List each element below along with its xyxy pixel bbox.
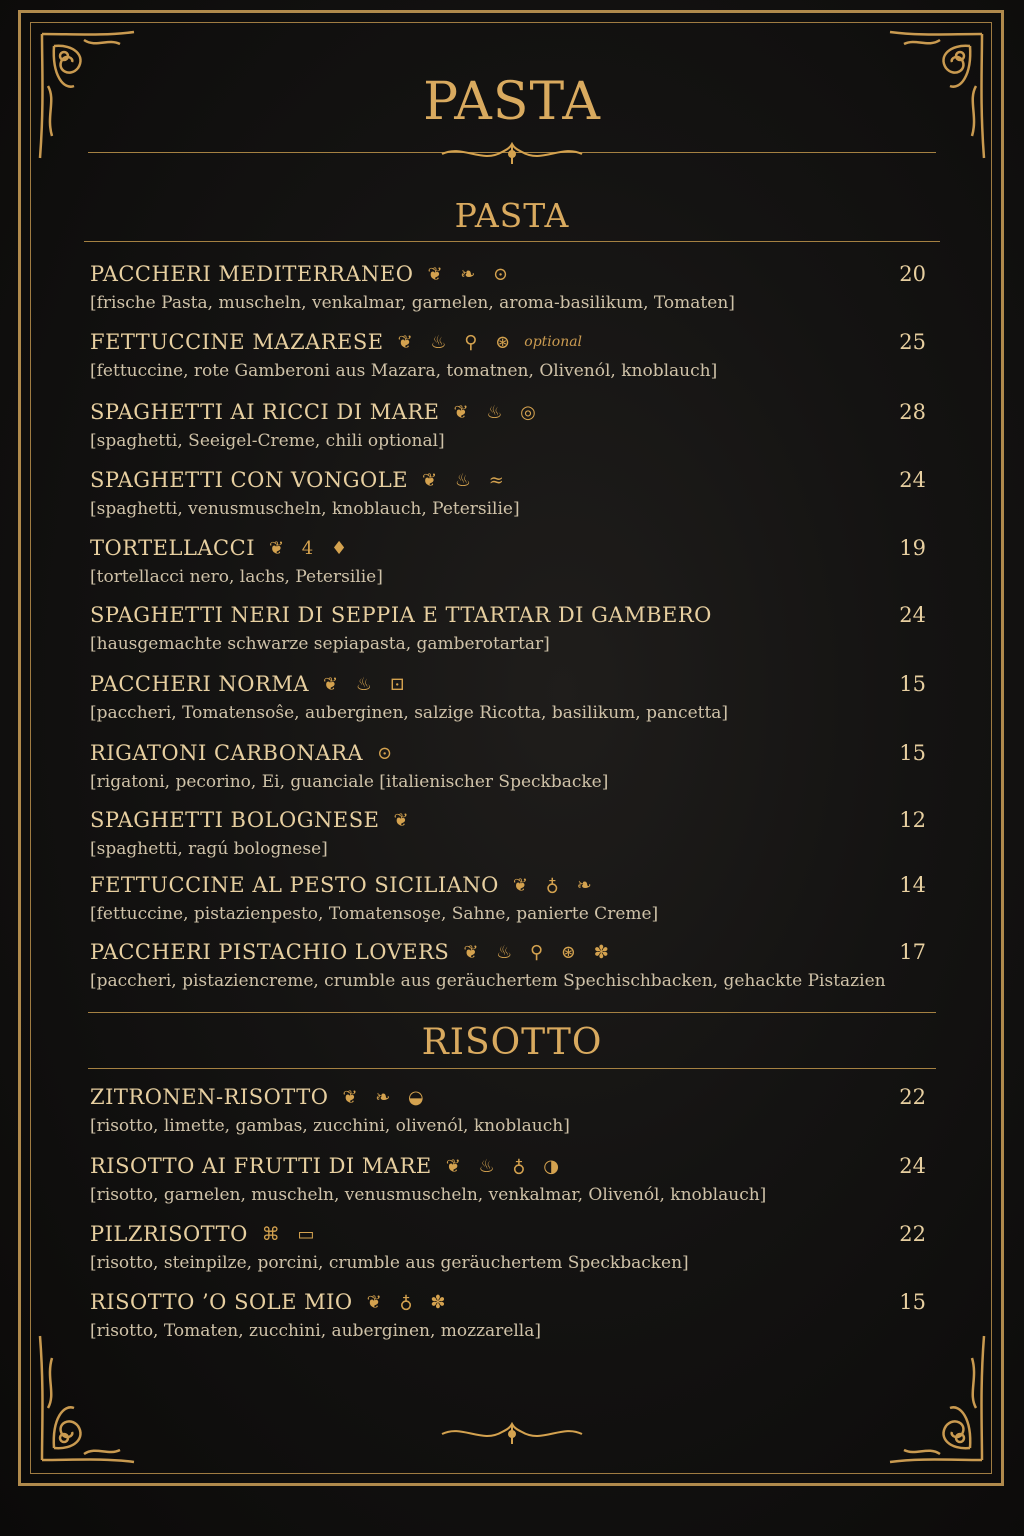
menu-item-price: 24 bbox=[899, 468, 926, 492]
menu-item-header bbox=[90, 262, 926, 286]
dietary-icons: ❦ ♨ ◎ bbox=[453, 401, 542, 423]
dietary-icons: ❦ ❧ ◒ bbox=[342, 1086, 430, 1108]
menu-item-name: SPAGHETTI AI RICCI DI MARE bbox=[90, 400, 440, 424]
menu-item-price: 15 bbox=[899, 672, 926, 696]
menu-item-header bbox=[90, 400, 926, 424]
menu-item-header bbox=[90, 672, 926, 696]
menu-item-description: [tortellacci nero, lachs, Petersilie] bbox=[90, 567, 383, 587]
menu-item-description: [risotto, limette, gambas, zucchini, olivenól, knoblauch] bbox=[90, 1116, 570, 1136]
menu-item bbox=[90, 1085, 926, 1136]
divider bbox=[88, 1068, 936, 1069]
menu-item-name: TORTELLACCI bbox=[90, 536, 255, 560]
menu-item-name: PACCHERI MEDITERRANEO bbox=[90, 262, 414, 286]
menu-item-description: [hausgemachte schwarze sepiapasta, gamberotartar] bbox=[90, 634, 550, 654]
menu-item-name: SPAGHETTI BOLOGNESE bbox=[90, 808, 380, 832]
dietary-icons: ❦ 4 ♦ bbox=[269, 537, 354, 559]
menu-item-name: PACCHERI PISTACHIO LOVERS bbox=[90, 940, 450, 964]
menu-item-header bbox=[90, 603, 926, 627]
menu-item-price: 28 bbox=[899, 400, 926, 424]
menu-item bbox=[90, 808, 926, 859]
menu-item bbox=[90, 1154, 926, 1205]
menu-item-name: SPAGHETTI NERI DI SEPPIA E TTARTAR DI GAMBERO bbox=[90, 603, 712, 627]
menu-item-price: 19 bbox=[899, 536, 926, 560]
menu-item-name: RIGATONI CARBONARA bbox=[90, 741, 364, 765]
section-title-risotto: RISOTTO bbox=[421, 1022, 603, 1063]
menu-item-price: 17 bbox=[899, 940, 926, 964]
menu-item-description: [risotto, steinpilze, porcini, crumble aus geräuchertem Speckbacken] bbox=[90, 1253, 689, 1273]
menu-item-description: [risotto, Tomaten, zucchini, auberginen, mozzarella] bbox=[90, 1321, 542, 1341]
menu-item-price: 15 bbox=[899, 1290, 926, 1314]
dietary-icons: ⊙ bbox=[377, 742, 399, 764]
menu-item-name: RISOTTO AI FRUTTI DI MARE bbox=[90, 1154, 432, 1178]
section-title-pasta: PASTA bbox=[454, 196, 570, 235]
dietary-icons: ❦ ❧ ⊙ bbox=[427, 263, 515, 285]
menu-item bbox=[90, 400, 926, 451]
menu-item-header bbox=[90, 1222, 926, 1246]
page-title: PASTA bbox=[423, 72, 601, 132]
menu-item-name: RISOTTO ’O SOLE MIO bbox=[90, 1290, 353, 1314]
dietary-icons: ❦ ♨ ⚲ ⊛ ✽ bbox=[463, 941, 615, 963]
menu-item-price: 20 bbox=[899, 262, 926, 286]
menu-item-price: 22 bbox=[899, 1222, 926, 1246]
menu-item-description: [fettuccine, rote Gamberoni aus Mazara, tomatnen, Olivenól, knoblauch] bbox=[90, 361, 718, 381]
dietary-icons: ❦ ♁ ✽ bbox=[366, 1291, 452, 1313]
flourish-divider-icon bbox=[432, 142, 592, 166]
menu-item-name: FETTUCCINE AL PESTO SICILIANO bbox=[90, 873, 499, 897]
menu-item-name: SPAGHETTI CON VONGOLE bbox=[90, 468, 409, 492]
menu-item-description: [rigatoni, pecorino, Ei, guanciale [italienischer Speckbacke] bbox=[90, 772, 609, 792]
menu-item-price: 22 bbox=[899, 1085, 926, 1109]
dietary-icons: ❦ ♨ ⚲ ⊛ bbox=[397, 331, 517, 353]
menu-item-description: [paccheri, pistaziencreme, crumble aus geräuchertem Spechischbacken, gehackte Pistazien bbox=[90, 971, 886, 991]
menu-item-header bbox=[90, 808, 926, 832]
menu-item-header bbox=[90, 1085, 926, 1109]
menu-item bbox=[90, 873, 926, 924]
menu-item-description: [spaghetti, ragú bolognese] bbox=[90, 839, 328, 859]
menu-item-price: 24 bbox=[899, 603, 926, 627]
divider bbox=[88, 1012, 936, 1013]
menu-item-name: PILZRISOTTO bbox=[90, 1222, 248, 1246]
menu-item-description: [fettuccine, pistazienpesto, Tomatensoşe, Sahne, panierte Creme] bbox=[90, 904, 659, 924]
menu-item-description: [risotto, garnelen, muscheln, venusmuscheln, venkalmar, Olivenól, knoblauch] bbox=[90, 1185, 767, 1205]
menu-item-name: FETTUCCINE MAZARESE bbox=[90, 330, 384, 354]
dietary-icons: ❦ bbox=[393, 809, 415, 831]
menu-item-price: 15 bbox=[899, 741, 926, 765]
flourish-bottom-icon bbox=[432, 1422, 592, 1446]
menu-item-price: 14 bbox=[899, 873, 926, 897]
menu-item-price: 12 bbox=[899, 808, 926, 832]
menu-item-header bbox=[90, 741, 926, 765]
menu-item-header bbox=[90, 468, 926, 492]
menu-item-header bbox=[90, 940, 926, 964]
dietary-icons: ⌘ ▭ bbox=[261, 1223, 321, 1245]
menu-item bbox=[90, 672, 926, 723]
menu-item bbox=[90, 536, 926, 587]
menu-item-header bbox=[90, 1154, 926, 1178]
ornament-corner-bottom-left-icon bbox=[34, 1328, 144, 1468]
menu-item-header bbox=[90, 1290, 926, 1314]
dietary-icons: ❦ ♨ ⊡ bbox=[323, 673, 411, 695]
divider bbox=[84, 241, 940, 242]
menu-item-price: 25 bbox=[899, 330, 926, 354]
menu-item bbox=[90, 603, 926, 654]
menu-item-price: 24 bbox=[899, 1154, 926, 1178]
dietary-icons: ❦ ♁ ❧ bbox=[512, 874, 598, 896]
menu-item-header bbox=[90, 330, 926, 354]
menu-item bbox=[90, 741, 926, 792]
menu-item-description: [frische Pasta, muscheln, venkalmar, garnelen, aroma-basilikum, Tomaten] bbox=[90, 293, 735, 313]
menu-item-header bbox=[90, 536, 926, 560]
menu-item-description: [spaghetti, Seeigel-Creme, chili optional] bbox=[90, 431, 445, 451]
menu-item-description: [spaghetti, venusmuscheln, knoblauch, Petersilie] bbox=[90, 499, 520, 519]
menu-item-name: PACCHERI NORMA bbox=[90, 672, 309, 696]
ornament-corner-bottom-right-icon bbox=[880, 1328, 990, 1468]
optional-note: optional bbox=[524, 334, 583, 350]
menu-item bbox=[90, 262, 926, 313]
dietary-icons: ❦ ♨ ♁ ◑ bbox=[445, 1155, 565, 1177]
menu-item bbox=[90, 1290, 926, 1341]
menu-item bbox=[90, 1222, 926, 1273]
dietary-icons: ❦ ♨ ≈ bbox=[422, 469, 510, 491]
menu-item bbox=[90, 468, 926, 519]
menu-item-description: [paccheri, Tomatensoŝe, auberginen, salzige Ricotta, basilikum, pancetta] bbox=[90, 703, 729, 723]
menu-item-header bbox=[90, 873, 926, 897]
menu-item bbox=[90, 940, 926, 991]
menu-item-name: ZITRONEN-RISOTTO bbox=[90, 1085, 329, 1109]
menu-item bbox=[90, 330, 926, 381]
